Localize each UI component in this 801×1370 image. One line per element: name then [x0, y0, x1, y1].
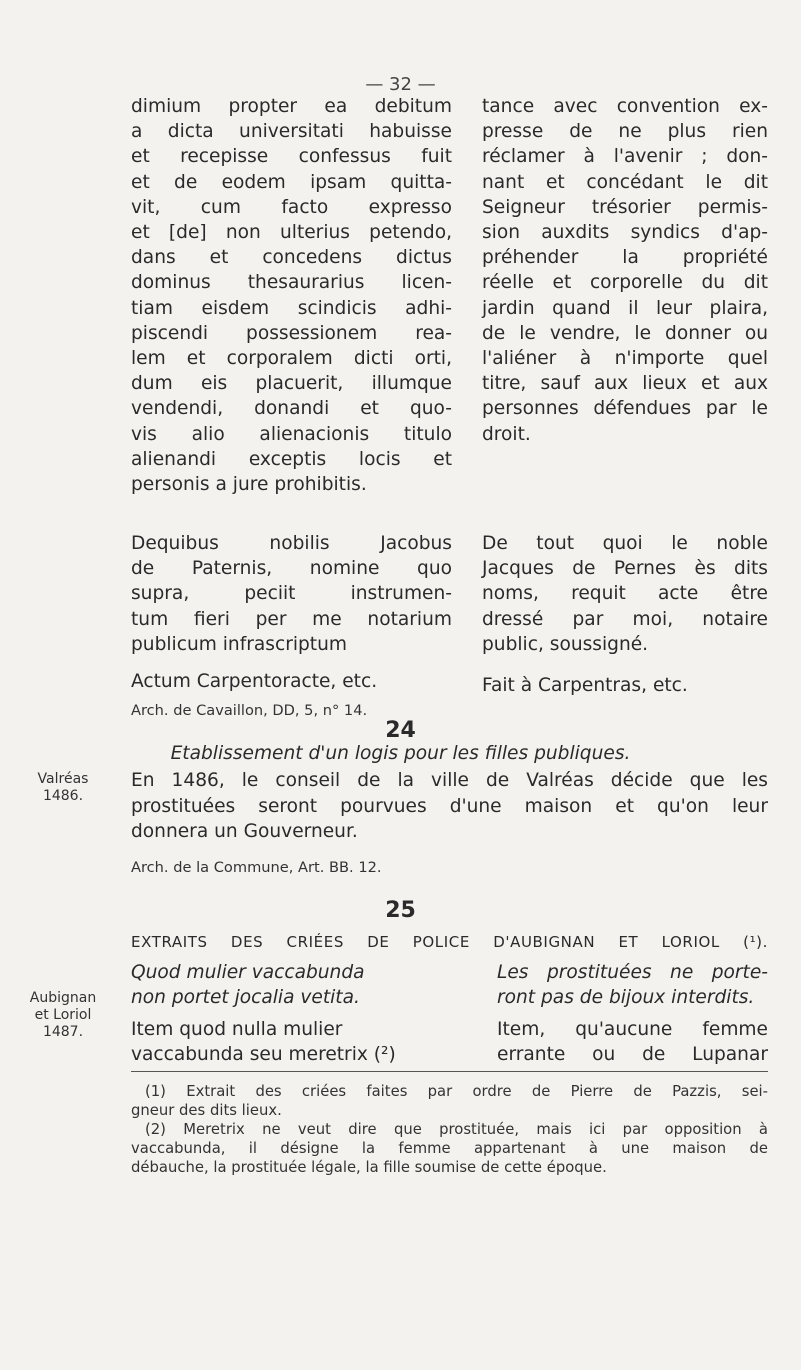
text-line: préhender la propriété	[482, 247, 768, 269]
page-number: — 32 —	[365, 74, 436, 95]
text-line: droit.	[482, 423, 531, 445]
latin-text-25	[131, 1017, 431, 1067]
section-heading-25: EXTRAITS DES CRIÉES DE POLICE D'AUBIGNAN ET LORIOL (¹).	[131, 933, 768, 951]
footnote-2-line: vaccabunda, il désigne la femme appartenant à une maison de	[131, 1140, 768, 1157]
latin-rubric	[131, 960, 431, 1010]
text-line: Les prostituées ne porte-	[497, 962, 768, 983]
closing-line: Actum Carpentoracte, etc.	[131, 671, 378, 693]
french-text-25	[497, 1017, 768, 1067]
text-line: a dicta universitati habuisse	[131, 121, 452, 143]
text-line: non portet jocalia vetita.	[131, 987, 360, 1009]
text-line: réelle et corporelle du dit	[482, 272, 768, 294]
text-line: errante ou de Lupanar	[497, 1044, 768, 1066]
text-line: alienandi exceptis locis et	[131, 448, 452, 470]
margin-place: Valréas	[37, 771, 89, 787]
text-line: dimium propter ea debitum	[131, 96, 452, 117]
section-title-24: Etablissement d'un logis pour les filles publiques.	[170, 743, 631, 764]
text-line: piscendi possessionem rea-	[131, 322, 452, 344]
text-line: dressé par moi, notaire	[482, 608, 768, 630]
footnote-rule	[131, 1071, 768, 1072]
text-line: vit, cum facto expresso	[131, 196, 452, 218]
text-line: personnes défendues par le	[482, 398, 768, 420]
text-line: donnera un Gouverneur.	[131, 821, 358, 843]
text-line: Jacques de Pernes ès dits	[482, 558, 768, 580]
french-column-2	[482, 531, 768, 698]
text-line: public, soussigné.	[482, 633, 649, 655]
text-line: De tout quoi le noble	[482, 533, 768, 554]
text-line: presse de ne plus rien	[482, 121, 768, 143]
text-line: et de eodem ipsam quitta-	[131, 171, 452, 193]
footnote-2-line: (2) Meretrix ne veut dire que prostituée, mais ici par opposition à	[145, 1121, 768, 1138]
text-line: l'aliéner à n'importe quel	[482, 348, 768, 370]
text-line: lem et corporalem dicti orti,	[131, 348, 452, 370]
text-line: personis a jure prohibitis.	[131, 474, 367, 496]
footnote-1-line: (1) Extrait des criées faites par ordre de Pierre de Pazzis, sei-	[145, 1083, 768, 1100]
latin-column	[131, 94, 452, 497]
margin-note-aubignan	[18, 990, 108, 1041]
text-line: ront pas de bijoux interdits.	[497, 987, 755, 1009]
text-line: noms, requit acte être	[482, 583, 768, 605]
margin-place: et Loriol	[34, 1007, 92, 1023]
text-line: vis alio alienacionis titulo	[131, 423, 452, 445]
text-line: supra, peciit instrumen-	[131, 583, 452, 605]
text-line: de Paternis, nomine quo	[131, 558, 452, 580]
text-line: et [de] non ulterius petendo,	[131, 222, 452, 244]
french-column	[482, 94, 768, 447]
text-line: sion auxdits syndics d'ap-	[482, 222, 768, 244]
text-line: dans et concedens dictus	[131, 247, 452, 269]
text-line: titre, sauf aux lieux et aux	[482, 373, 768, 395]
text-line: Quod mulier vaccabunda	[131, 962, 365, 983]
text-line: publicum infrascriptum	[131, 633, 347, 655]
text-line: jardin quand il leur plaira,	[482, 297, 768, 319]
text-line: tance avec convention ex-	[482, 96, 768, 117]
text-line: nant et concédant le dit	[482, 171, 768, 193]
footnotes	[131, 1082, 768, 1177]
text-line: dominus thesaurarius licen-	[131, 272, 452, 294]
text-line: réclamer à l'avenir ; don-	[482, 146, 768, 168]
latin-column-2	[131, 531, 452, 723]
section-number-24: 24	[385, 718, 416, 743]
text-line: vendendi, donandi et quo-	[131, 398, 452, 420]
footnote-1-line: gneur des dits lieux.	[131, 1102, 282, 1119]
text-line: vaccabunda seu meretrix (²)	[131, 1044, 396, 1066]
text-line: Item quod nulla mulier	[131, 1019, 343, 1040]
text-line: tiam eisdem scindicis adhi-	[131, 297, 452, 319]
archive-reference: Arch. de Cavaillon, DD, 5, n° 14.	[131, 702, 368, 720]
text-line: de le vendre, le donner ou	[482, 322, 768, 344]
entry24-body	[131, 768, 768, 880]
margin-year: 1486.	[42, 788, 84, 804]
text-line: prostituées seront pourvues d'une maison et qu'on leur	[131, 795, 768, 817]
text-line: Item, qu'aucune femme	[497, 1019, 768, 1040]
text-line: En 1486, le conseil de la ville de Valréas décide que les	[131, 770, 768, 791]
closing-line: Fait à Carpentras, etc.	[482, 675, 688, 697]
footnote-2-line: débauche, la prostituée légale, la fille soumise de cette époque.	[131, 1159, 607, 1176]
text-line: dum eis placuerit, illumque	[131, 373, 452, 395]
margin-year: 1487.	[42, 1024, 84, 1040]
french-rubric	[497, 960, 768, 1010]
margin-place: Aubignan	[29, 990, 97, 1006]
text-line: tum fieri per me notarium	[131, 608, 452, 630]
text-line: Seigneur trésorier permis-	[482, 196, 768, 218]
margin-note-valreas	[18, 771, 108, 805]
archive-reference: Arch. de la Commune, Art. BB. 12.	[131, 858, 382, 876]
text-line: Dequibus nobilis Jacobus	[131, 533, 452, 554]
text-line: et recepisse confessus fuit	[131, 146, 452, 168]
section-number-25: 25	[385, 898, 416, 923]
